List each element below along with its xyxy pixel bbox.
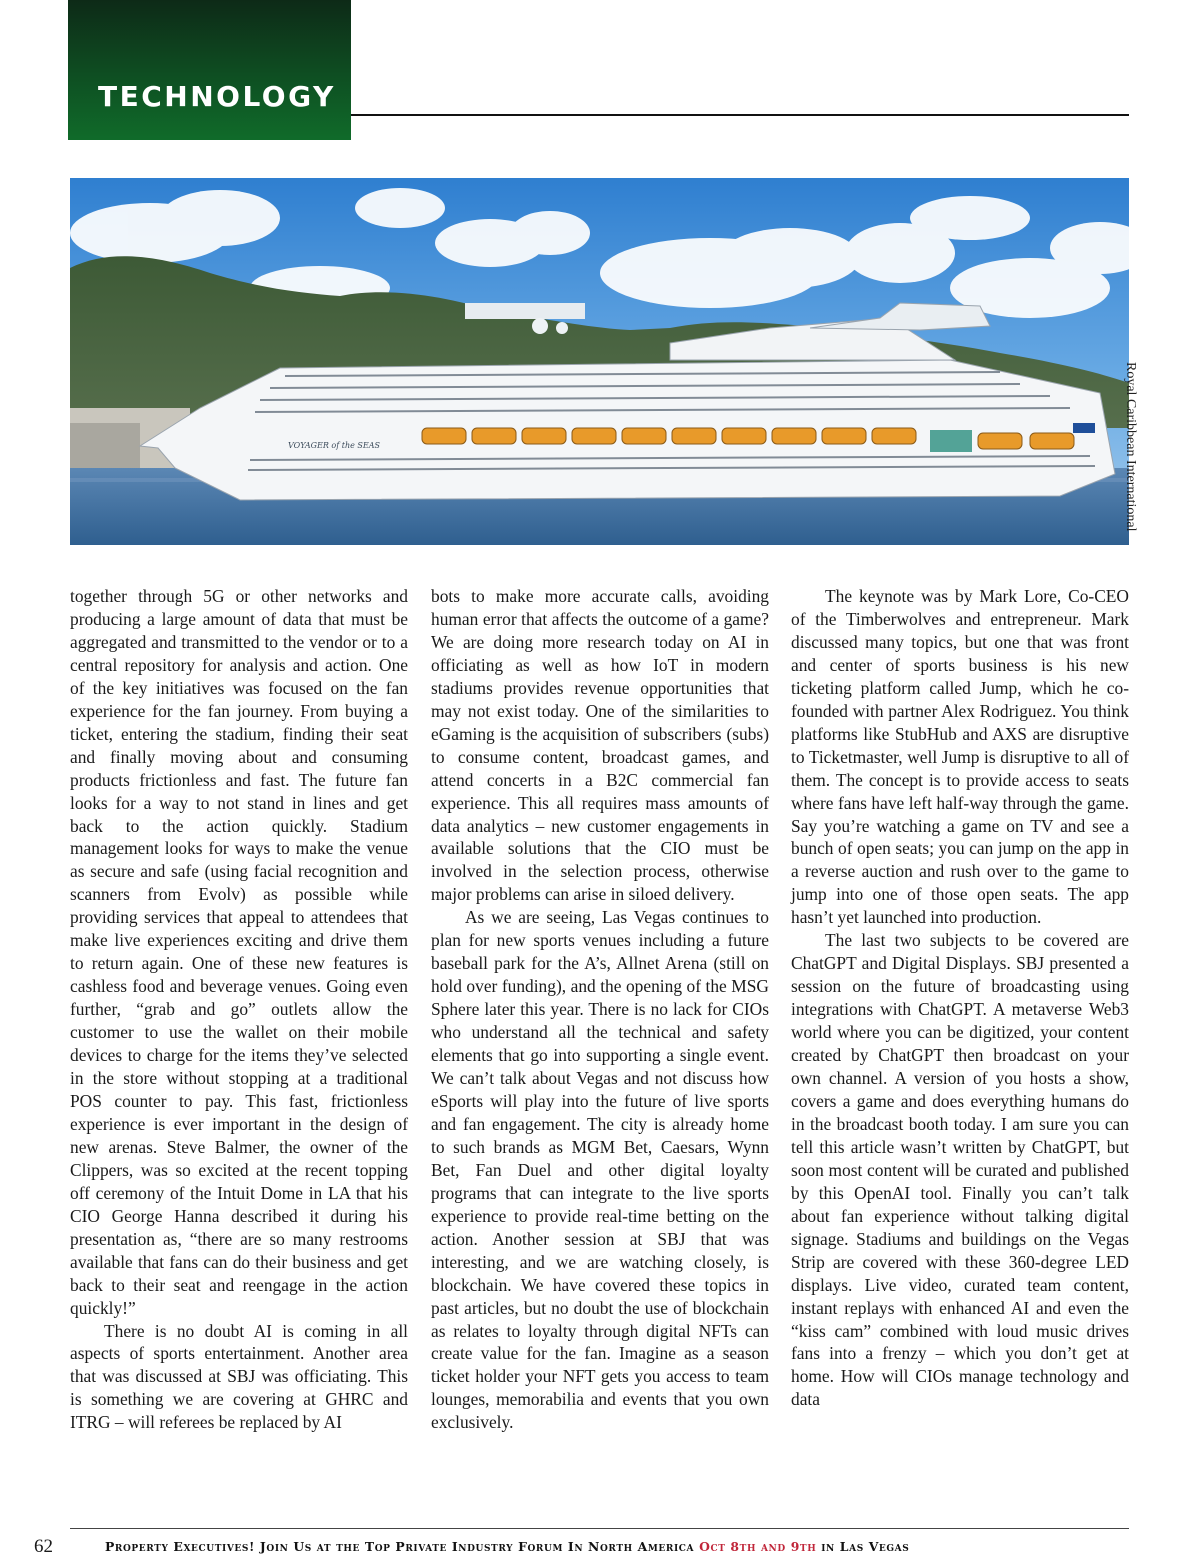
article-column-2	[431, 585, 769, 1434]
cruise-ship-photo	[70, 178, 1129, 545]
page-number: 62	[34, 1536, 53, 1557]
paragraph: The keynote was by Mark Lore, Co-CEO of the Timberwolves and entrepreneur. Mark discussed many topics, but one that was front and center of sports business is his new ticketing platform called Jump, which he co-founded with partner Alex Rodriguez. You think platforms like StubHub and AXS are disruptive to Ticketmaster, well Jump is disruptive to all of them. The concept is to provide access to seats where fans have left half-way through the game. Say you’re watching a game on TV and see a bunch of open seats; you can jump on the app in a reverse auction and rush over to the game to jump into one of those open seats. The app hasn’t yet launched into production.	[791, 586, 1129, 928]
paragraph: The last two subjects to be covered are ChatGPT and Digital Displays. SBJ presented a session on the future of broadcasting using integrations with ChatGPT. A metaverse Web3 world where you can be digitized, your content created by ChatGPT then broadcast on your own channel. A version of you hosts a show, covers a game and does everything humans do in the broadcast booth today. I am sure you can tell this article wasn’t written by ChatGPT, but soon most content will be curated and published by this OpenAI tool. Finally you can’t talk about fan experience without talking digital signage. Stadiums and buildings on the Vegas Strip are covered with these 360-degree LED displays. Live video, curated team content, instant replays with enhanced AI and even the “kiss cam” combined with loud music drives fans into a frenzy – which you don’t get at home. How will CIOs manage technology and data	[791, 930, 1129, 1410]
footer-rule	[70, 1528, 1129, 1529]
paragraph: bots to make more accurate calls, avoiding human error that affects the outcome of a game? We are doing more research today on AI in officiating as well as how IoT in modern stadiums provides revenue opportunities that may not exist today. One of the similarities to eGaming is the acquisition of subscribers (subs) to consume content, broadcast games, and attend concerts in a B2C commercial fan experience. This all requires mass amounts of data analytics – new customer engagements in available solutions that the CIO must be involved in the selection process, otherwise major problems can arise in siloed delivery.	[431, 586, 769, 905]
section-label: TECHNOLOGY	[98, 80, 336, 113]
paragraph: together through 5G or other networks and producing a large amount of data that must be aggregated and transmitted to the vendor or to a central repository for analysis and action. One of the key initiatives was focused on the fan experience for the fan journey. From buying a ticket, entering the stadium, finding their seat and finally moving about and consuming products frictionless and fast. The future fan looks for a way to not stand in lines and get back to the action quickly. Stadium management looks for ways to make the venue as secure and safe (using facial recognition and scanners from Evolv) as possible while providing services that appeal to attendees that make live experiences exciting and drive them to return again. One of these new features is cashless food and beverage venues. Going even further, “grab and go” outlets allow the customer to use the wallet on their mobile devices to charge for the items they’ve selected in the store without stopping at a traditional POS counter to pay. This fast, frictionless experience is ever important in the design of new arenas. Steve Balmer, the owner of the Clippers, was so excited at the recent topping off ceremony of the Intuit Dome in LA that his CIO George Hanna described it during his presentation as, “there are so many restrooms available that fans can do their business and get back to their seat and reengage in the action quickly!”	[70, 586, 408, 1318]
header-rule	[351, 114, 1129, 116]
footer-promo	[105, 1539, 909, 1554]
footer-promo-lead: Property Executives! Join Us at the Top Private Industry Forum In North America	[105, 1539, 695, 1554]
photo-credit: Royal Caribbean International	[1123, 362, 1138, 532]
paragraph: There is no doubt AI is coming in all aspects of sports entertainment. Another area that was discussed at SBJ was officiating. This is something we are covering at GHRC and ITRG – will referees be replaced by AI	[70, 1320, 408, 1433]
section-tab	[68, 0, 351, 140]
ship-name: VOYAGER of the SEAS	[288, 441, 380, 450]
article-column-3	[791, 585, 1129, 1411]
footer-promo-dates: Oct 8th and 9th	[699, 1539, 817, 1554]
footer-promo-tail: in Las Vegas	[821, 1539, 910, 1554]
article-column-1	[70, 585, 408, 1434]
paragraph: As we are seeing, Las Vegas continues to plan for new sports venues including a future baseball park for the A’s, Allnet Arena (still on hold over funding), and the opening of the MSG Sphere later this year. There is no lack for CIOs who understand all the technical and safety elements that go into supporting a single event. We can’t talk about Vegas and not discuss how eSports will play into the future of live sports and fan engagement. The city is already home to such brands as MGM Bet, Caesars, Wynn Bet, Fan Duel and other digital loyalty programs that can integrate to the live sports experience to provide real-time betting on the action. Another session at SBJ that was interesting, and we are watching closely, is blockchain. We have covered these topics in past articles, but no doubt the use of blockchain as relates to loyalty through digital NFTs can create value for the fan. Imagine as a season ticket holder your NFT gets you access to team lounges, memorabilia and events that you own exclusively.	[431, 907, 769, 1433]
